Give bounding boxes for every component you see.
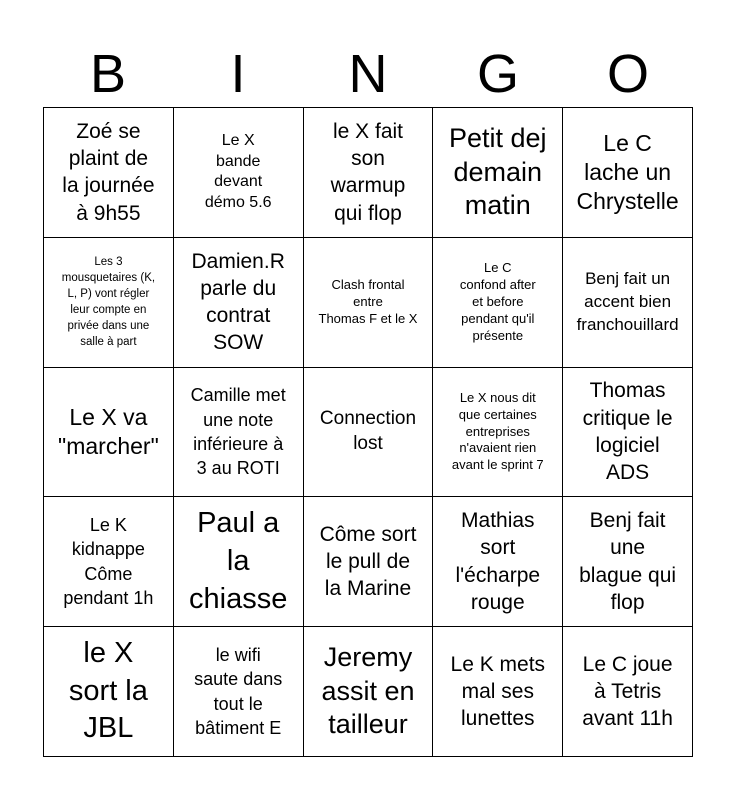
bingo-cell-r5-c4[interactable]: Le K mets mal ses lunettes [433,627,563,757]
bingo-cell-r5-c5[interactable]: Le C joue à Tetris avant 11h [563,627,693,757]
bingo-cell-r2-c2[interactable]: Damien.R parle du contrat SOW [174,238,304,368]
bingo-cell-r4-c5[interactable]: Benj fait une blague qui flop [563,497,693,627]
bingo-cell-r3-c4[interactable]: Le X nous dit que certaines entreprises n'avaient rien avant le sprint 7 [433,368,563,498]
bingo-cell-r5-c3[interactable]: Jeremy assit en tailleur [304,627,434,757]
bingo-cell-r4-c4[interactable]: Mathias sort l'écharpe rouge [433,497,563,627]
bingo-cell-r4-c1[interactable]: Le K kidnappe Côme pendant 1h [44,497,174,627]
bingo-cell-r4-c2[interactable]: Paul a la chiasse [174,497,304,627]
bingo-cell-r3-c1[interactable]: Le X va "marcher" [44,368,174,498]
bingo-cell-r2-c5[interactable]: Benj fait un accent bien franchouillard [563,238,693,368]
bingo-cell-r3-c3[interactable]: Connection lost [304,368,434,498]
bingo-cell-r2-c4[interactable]: Le C confond after et before pendant qu'il présente [433,238,563,368]
bingo-cell-r1-c4[interactable]: Petit dej demain matin [433,108,563,238]
bingo-cell-r4-c3[interactable]: Côme sort le pull de la Marine [304,497,434,627]
bingo-card-grid [43,107,693,757]
bingo-header [43,40,693,108]
bingo-cell-r3-c2[interactable]: Camille met une note inférieure à 3 au ROTI [174,368,304,498]
header-letter-g: G [476,44,519,104]
bingo-cell-r2-c3[interactable]: Clash frontal entre Thomas F et le X [304,238,434,368]
header-letter-i: I [230,44,246,104]
bingo-cell-r5-c2[interactable]: le wifi saute dans tout le bâtiment E [174,627,304,757]
header-letter-o: O [606,44,649,104]
bingo-cell-r3-c5[interactable]: Thomas critique le logiciel ADS [563,368,693,498]
bingo-cell-r1-c2[interactable]: Le X bande devant démo 5.6 [174,108,304,238]
bingo-cell-r5-c1[interactable]: le X sort la JBL [44,627,174,757]
bingo-cell-r1-c1[interactable]: Zoé se plaint de la journée à 9h55 [44,108,174,238]
bingo-cell-r1-c5[interactable]: Le C lache un Chrystelle [563,108,693,238]
header-letter-n: N [348,44,388,104]
bingo-cell-r1-c3[interactable]: le X fait son warmup qui flop [304,108,434,238]
header-letter-b: B [89,44,127,104]
bingo-cell-r2-c1[interactable]: Les 3 mousquetaires (K, L, P) vont régler leur compte en privée dans une salle à part [44,238,174,368]
